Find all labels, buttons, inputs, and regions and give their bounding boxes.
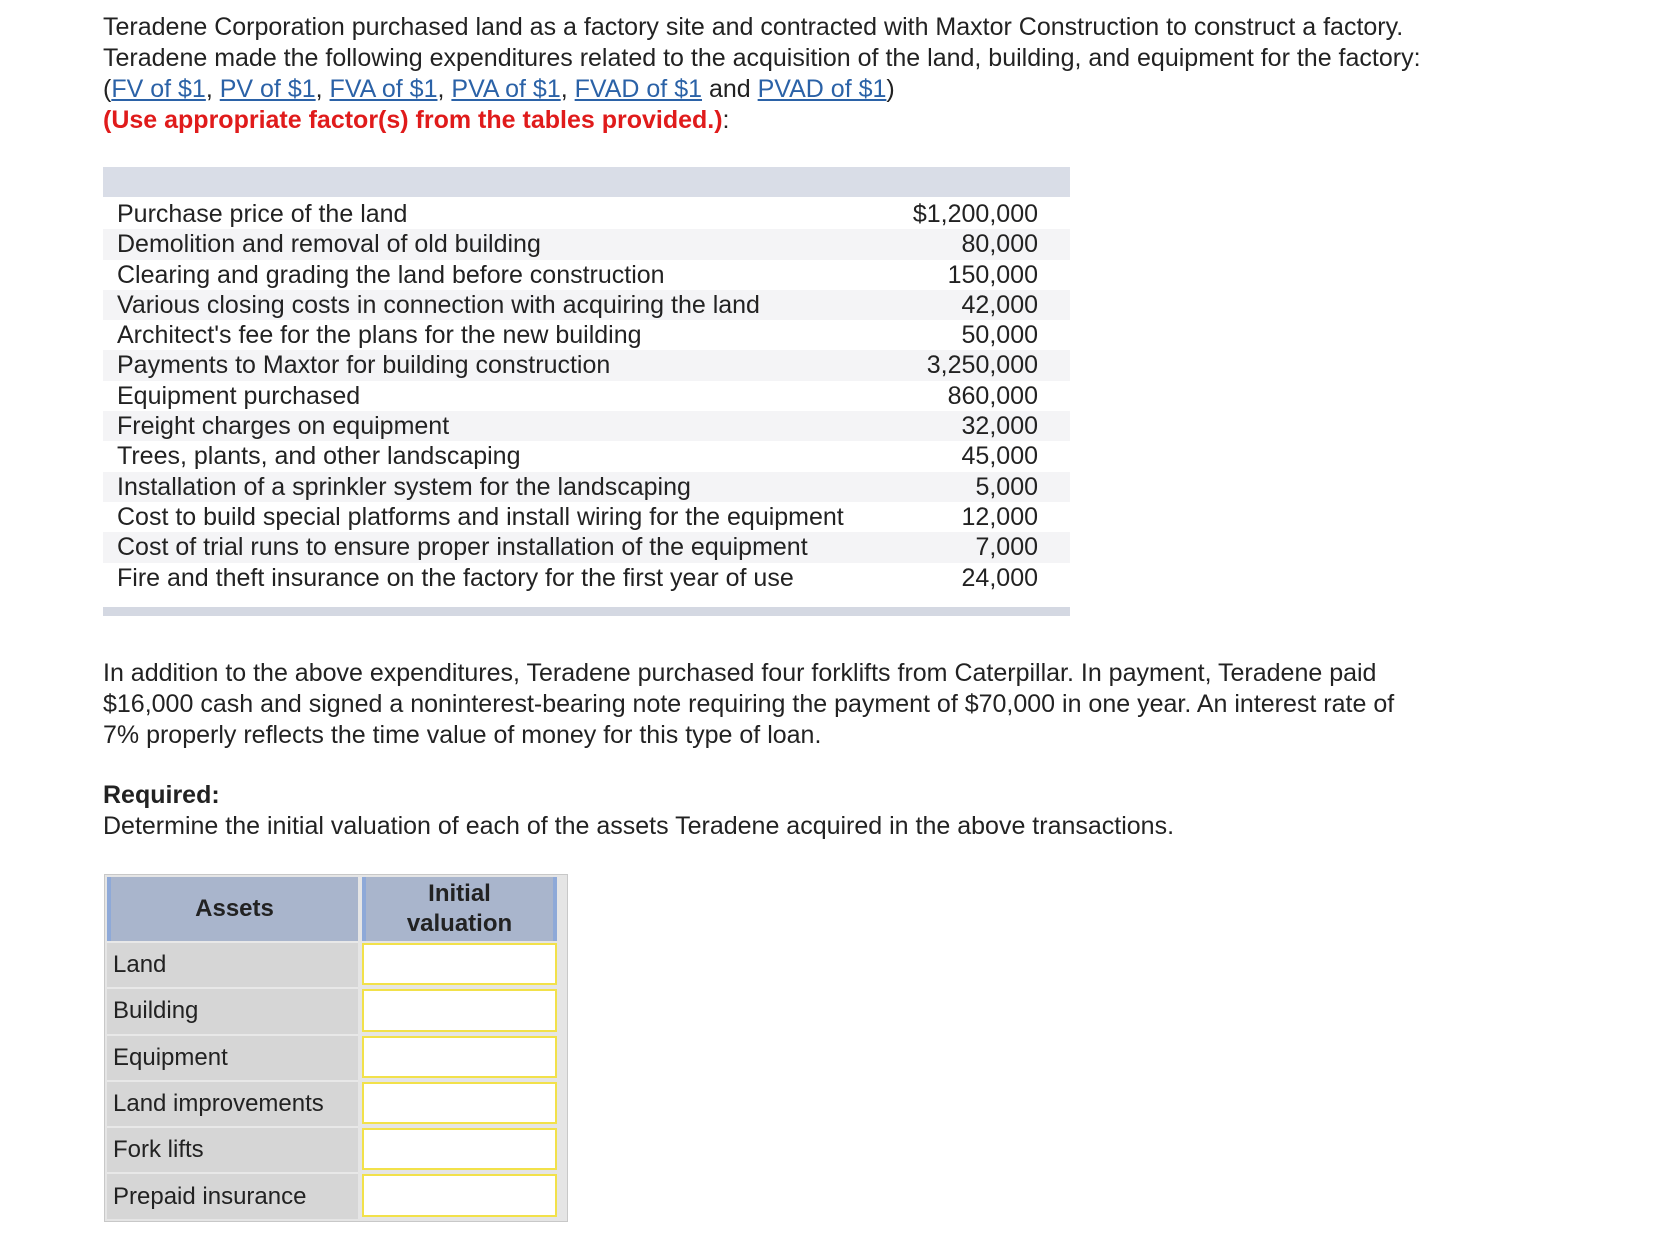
answer-table-header xyxy=(107,877,565,941)
table-row xyxy=(103,229,1070,259)
valuation-cell xyxy=(362,941,557,987)
expenditure-label: Cost to build special platforms and install wiring for the equipment xyxy=(117,502,844,531)
expenditure-label: Freight charges on equipment xyxy=(117,412,450,441)
expenditure-label: Clearing and grading the land before construction xyxy=(117,260,665,289)
header-assets: Assets xyxy=(107,877,358,941)
table-row xyxy=(103,320,1070,350)
header-valuation-label: Initial valuation xyxy=(406,880,513,937)
valuation-input[interactable] xyxy=(362,943,557,985)
table-row xyxy=(103,260,1070,290)
forklift-paragraph: In addition to the above expenditures, Teradene purchased four forklifts from Caterpillar. In payment, Teradene paid $16,000 cash and signed a noninterest-bearing note requiring the payment of $70,000 in one year. An interest rate of 7% properly reflects the time value of money for this type of loan. xyxy=(103,659,1395,749)
answer-row xyxy=(107,941,565,987)
link-fvad-table[interactable]: FVAD of $1 xyxy=(574,75,703,103)
expenditure-amount: 3,250,000 xyxy=(926,351,1038,380)
expenditure-label: Equipment purchased xyxy=(117,381,361,410)
expenditure-amount: 150,000 xyxy=(947,260,1038,289)
expenditure-label: Trees, plants, and other landscaping xyxy=(117,442,521,471)
valuation-input[interactable] xyxy=(362,1128,557,1170)
link-fv-table[interactable]: FV of $1 xyxy=(111,75,206,103)
expenditure-amount: 50,000 xyxy=(961,321,1038,350)
answer-table xyxy=(104,874,568,1222)
answer-row xyxy=(107,987,565,1033)
problem-intro: Teradene Corporation purchased land as a factory site and contracted with Maxtor Construction to construct a factory. Teradene made the following expenditures related to the acquisition of the land, building, and equipment for the factory: (FV of $1, PV of $1, FVA of $1, PVA of $1, FVAD of $1 and PVAD of $1) (Use appropriate factor(s) from the tables provided.): xyxy=(103,13,1421,134)
asset-label: Prepaid insurance xyxy=(107,1172,358,1218)
expenditure-amount: 24,000 xyxy=(961,563,1038,592)
table-bottom-bar xyxy=(103,607,1070,616)
answer-row xyxy=(107,1080,565,1126)
valuation-cell xyxy=(362,1034,557,1080)
valuation-input[interactable] xyxy=(362,1082,557,1124)
expenditure-amount: 7,000 xyxy=(975,533,1038,562)
expenditure-label: Architect's fee for the plans for the new building xyxy=(117,321,642,350)
valuation-cell xyxy=(362,1080,557,1126)
expenditure-label: Payments to Maxtor for building construction xyxy=(117,351,611,380)
expenditure-amount: 5,000 xyxy=(975,472,1038,501)
table-row xyxy=(103,199,1070,229)
expenditure-label: Various closing costs in connection with acquiring the land xyxy=(117,290,760,319)
valuation-input[interactable] xyxy=(362,1174,557,1216)
link-fva-table[interactable]: FVA of $1 xyxy=(329,75,438,103)
valuation-input[interactable] xyxy=(362,989,557,1031)
expenditure-label: Fire and theft insurance on the factory for the first year of use xyxy=(117,563,794,592)
expenditure-amount: 32,000 xyxy=(961,412,1038,441)
table-row xyxy=(103,381,1070,411)
table-row xyxy=(103,532,1070,562)
table-row xyxy=(103,563,1070,593)
table-row xyxy=(103,441,1070,471)
expenditure-amount: 45,000 xyxy=(961,442,1038,471)
expenditure-label: Cost of trial runs to ensure proper installation of the equipment xyxy=(117,533,808,562)
link-pv-table[interactable]: PV of $1 xyxy=(219,75,316,103)
answer-row xyxy=(107,1126,565,1172)
asset-label: Fork lifts xyxy=(107,1126,358,1172)
valuation-cell xyxy=(362,1126,557,1172)
asset-label: Land improvements xyxy=(107,1080,358,1126)
valuation-cell xyxy=(362,1172,557,1218)
answer-rows xyxy=(107,941,565,1219)
table-row xyxy=(103,502,1070,532)
asset-label: Equipment xyxy=(107,1034,358,1080)
expenditure-label: Demolition and removal of old building xyxy=(117,230,541,259)
link-pva-table[interactable]: PVA of $1 xyxy=(451,75,561,103)
table-row xyxy=(103,290,1070,320)
expenditure-amount: 860,000 xyxy=(947,381,1038,410)
asset-label: Land xyxy=(107,941,358,987)
expenditure-amount: $1,200,000 xyxy=(912,200,1038,228)
instruction-note: (Use appropriate factor(s) from the tables provided.) xyxy=(103,106,723,134)
expenditure-amount: 42,000 xyxy=(961,290,1038,319)
expenditures-table xyxy=(103,167,1070,616)
intro-text: Teradene Corporation purchased land as a factory site and contracted with Maxtor Construction to construct a factory. Teradene made the following expenditures related to the acquisition of the land, building, and equipment for the factory: ( xyxy=(103,13,1421,103)
table-row xyxy=(103,472,1070,502)
expenditure-label: Purchase price of the land xyxy=(117,200,408,228)
expenditure-amount: 80,000 xyxy=(961,230,1038,259)
expenditure-rows xyxy=(103,197,1070,593)
required-text: Determine the initial valuation of each of the assets Teradene acquired in the above transactions. xyxy=(103,812,1175,840)
answer-row xyxy=(107,1172,565,1218)
expenditure-amount: 12,000 xyxy=(961,502,1038,531)
header-initial-valuation xyxy=(362,877,557,941)
link-pvad-table[interactable]: PVAD of $1 xyxy=(757,75,887,103)
answer-row xyxy=(107,1034,565,1080)
table-row xyxy=(103,350,1070,380)
required-section xyxy=(103,780,1423,842)
required-title: Required: xyxy=(103,781,220,809)
expenditure-label: Installation of a sprinkler system for the landscaping xyxy=(117,472,691,501)
table-row xyxy=(103,411,1070,441)
valuation-cell xyxy=(362,987,557,1033)
valuation-input[interactable] xyxy=(362,1036,557,1078)
table-top-bar xyxy=(103,167,1070,197)
asset-label: Building xyxy=(107,987,358,1033)
